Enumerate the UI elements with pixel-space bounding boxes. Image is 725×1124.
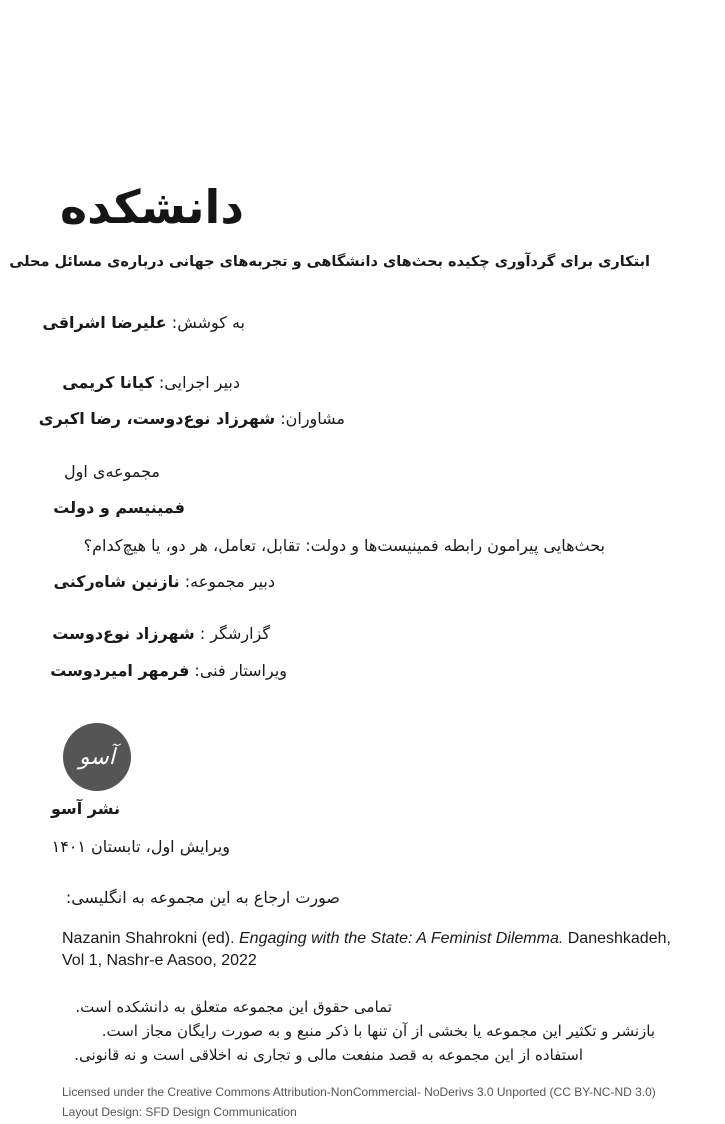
reporter-label: گزارشگر : bbox=[199, 624, 270, 643]
license-text: Licensed under the Creative Commons Attribution-NonCommercial- NoDerivs 3.0 Unported (CC BY-NC-ND 3.0) bbox=[62, 1085, 656, 1099]
collection-editor-label: دبیر مجموعه: bbox=[184, 572, 275, 591]
publisher-name: نشر آسو bbox=[50, 799, 120, 818]
page-title: دانشکده bbox=[60, 180, 244, 234]
rights-line-3: استفاده از این مجموعه به قصد منفعت مالی و تجاری نه اخلاقی است و نه قانونی. bbox=[74, 1046, 583, 1064]
collection-description: بحث‌هایی پیرامون رابطه فمینیست‌ها و دولت: تقابل، تعامل، هر دو، یا هیچ‌کدام؟ bbox=[83, 536, 605, 555]
compiler-name: علیرضا اشراقی bbox=[42, 313, 167, 332]
collection-editor-line bbox=[53, 572, 275, 591]
reporter-line bbox=[52, 624, 270, 643]
collection-editor-name: نازنین شاه‌رکنی bbox=[53, 572, 180, 591]
citation-author: Nazanin Shahrokni (ed). bbox=[62, 930, 235, 947]
collection-name: فمینیسم و دولت bbox=[53, 498, 185, 517]
citation-title: Engaging with the State: A Feminist Dilemma. bbox=[239, 930, 564, 947]
rights-line-2: بازنشر و تکثیر این مجموعه یا بخشی از آن تنها با ذکر منبع و به صورت رایگان مجاز است. bbox=[101, 1022, 655, 1040]
publisher-logo-text: آسو bbox=[79, 744, 115, 770]
reporter-name: شهرزاد نوع‌دوست bbox=[52, 624, 195, 643]
advisors-label: مشاوران: bbox=[280, 409, 345, 428]
collection-label: مجموعه‌ی اول bbox=[64, 462, 160, 481]
compiler-label: به کوشش: bbox=[171, 313, 245, 332]
technical-editor-line bbox=[50, 661, 287, 680]
executive-editor-name: کیانا کریمی bbox=[62, 373, 154, 392]
citation-details: Daneshkadeh, Vol 1, Nashr-e Aasoo, 2022 bbox=[62, 930, 671, 969]
technical-editor-name: فرمهر امیردوست bbox=[50, 661, 190, 680]
advisors-line bbox=[38, 409, 345, 428]
executive-editor-line bbox=[60, 373, 240, 392]
rights-line-1: تمامی حقوق این مجموعه متعلق به دانشکده است. bbox=[75, 998, 392, 1016]
publisher-logo bbox=[63, 723, 131, 791]
compiler-line bbox=[42, 313, 245, 332]
layout-credit: Layout Design: SFD Design Communication bbox=[62, 1105, 297, 1119]
advisors-names: شهرزاد نوع‌دوست، رضا اکبری bbox=[38, 409, 276, 428]
edition-info: ویرایش اول، تابستان ۱۴۰۱ bbox=[51, 837, 230, 856]
technical-editor-label: ویراستار فنی: bbox=[194, 661, 287, 680]
executive-editor-label: دبیر اجرایی: bbox=[158, 373, 240, 392]
subtitle: ابتکاری برای گردآوری چکیده بحث‌های دانشگاهی و تجربه‌های جهانی درباره‌ی مسائل محلی bbox=[9, 254, 650, 270]
citation-heading: صورت ارجاع به این مجموعه به انگلیسی: bbox=[65, 888, 340, 907]
citation-text bbox=[62, 928, 692, 972]
